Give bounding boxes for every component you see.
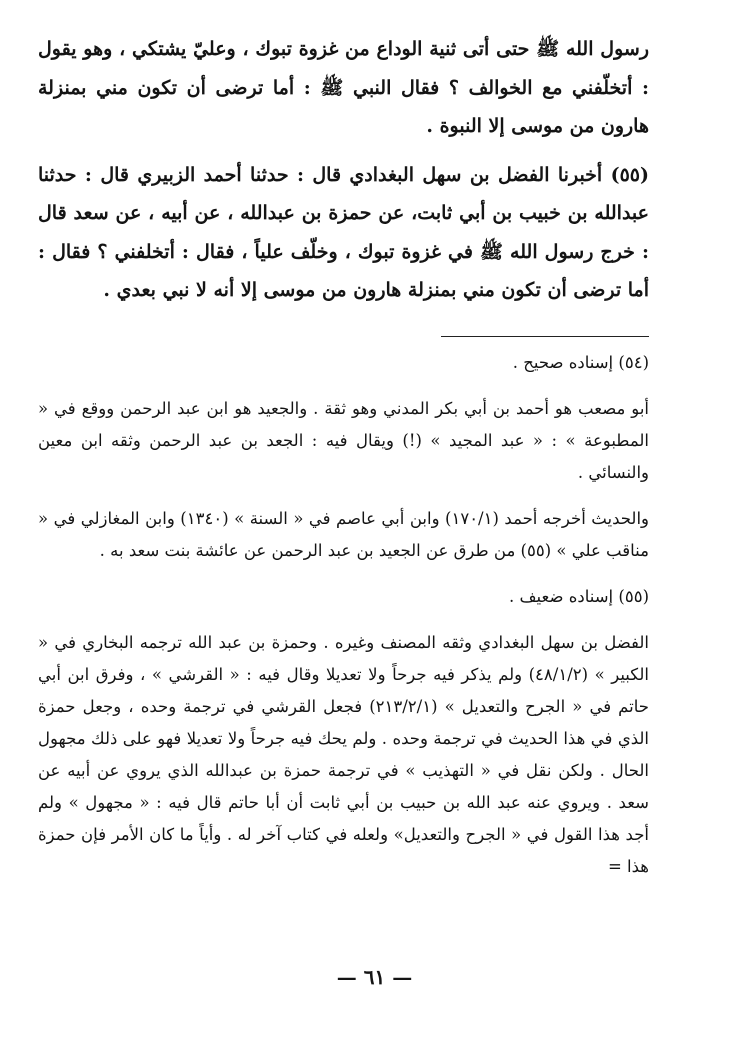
main-paragraph-1: رسول الله ﷺ حتى أتى ثنية الوداع من غزوة تبوك ، وعليّ يشتكي ، وهو يقول : أتخلّفني مع الخوالف ؟ فقال النبي ﷺ : أما ترضى أن تكون مني بمنزلة هارون من موسى إلا النبوة . bbox=[38, 38, 649, 137]
footnotes bbox=[38, 347, 649, 883]
note-54-heading: (٥٤) إسناده صحيح . bbox=[512, 352, 649, 372]
footnote-divider bbox=[441, 336, 649, 337]
main-text bbox=[38, 30, 649, 310]
page-number: — ٦١ — bbox=[336, 965, 413, 989]
note-54-paragraph-2: والحديث أخرجه أحمد (١٧٠/١) وابن أبي عاصم في « السنة » (١٣٤٠) وابن المغازلي في « مناقب علي » (٥٥) من طرق عن الجعيد بن عبد الرحمن عن عائشة بنت سعد به . bbox=[38, 508, 649, 560]
note-55-heading: (٥٥) إسناده ضعيف . bbox=[508, 586, 649, 606]
note-54-paragraph-1: أبو مصعب هو أحمد بن أبي بكر المدني وهو ثقة . والجعيد هو ابن عبد الرحمن ووقع في « المطبوعة » : « عبد المجيد » (!) ويقال فيه : الجعد بن عبد الرحمن وثقه ابن معين والنسائي . bbox=[38, 398, 649, 482]
note-55-paragraph-1: الفضل بن سهل البغدادي وثقه المصنف وغيره . وحمزة بن عبد الله ترجمه البخاري في « الكبير » (٤٨/١/٢) ولم يذكر فيه جرحاً ولا تعديلا وقال فيه : « القرشي » ، وفرق ابن أبي حاتم في « الجرح والتعديل » (٢١٣/٢/١) فجعل القرشي في ترجمة وحده ، وجعل حمزة الذي في هذا الحديث في ترجمة وحده . ولم يحك فيه جرحاً ولا تعديلا فهو على ذلك مجهول الحال . ولكن نقل في « التهذيب » في ترجمة حمزة بن عبدالله الذي يروي عن أبيه عن سعد . ويروي عنه عبد الله بن حبيب بن أبي ثابت أن أبا حاتم قال فيه : « مجهول » ولم أجد هذا القول في « الجرح والتعديل» ولعله في كتاب آخر له . وأياً ما كان الأمر فإن حمزة هذا = bbox=[38, 632, 649, 876]
main-paragraph-2-hadith-55: (٥٥) أخبرنا الفضل بن سهل البغدادي قال : حدثنا أحمد الزبيري قال : حدثنا عبدالله بن خبيب بن أبي ثابت، عن حمزة بن عبدالله ، عن أبيه ، عن سعد قال : خرج رسول الله ﷺ في غزوة تبوك ، وخلّف علياً ، فقال : أتخلفني ؟ فقال : أما ترضى أن تكون مني بمنزلة هارون من موسى إلا أنه لا نبي بعدي . bbox=[38, 163, 649, 301]
